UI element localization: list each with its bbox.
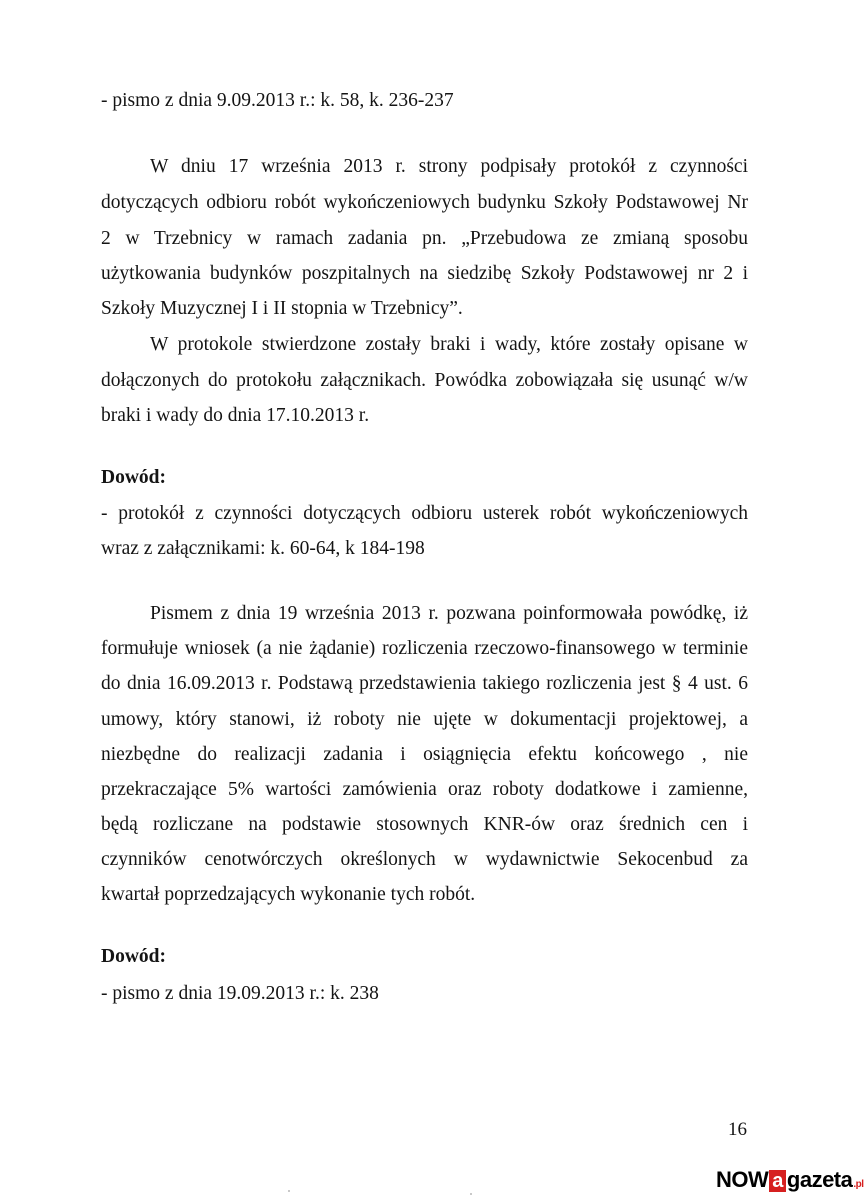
evidence-heading: Dowód: — [101, 946, 167, 967]
paragraph-line: będą rozliczane na podstawie stosownych KNR-ów oraz średnich cen i — [101, 814, 748, 835]
paragraph-line: Pismem z dnia 19 września 2013 r. pozwana poinformowała powódkę, iż — [150, 603, 748, 624]
watermark-now: NOW — [716, 1167, 769, 1192]
paragraph-line: kwartał poprzedzających wykonanie tych robót. — [101, 884, 476, 905]
paragraph-line: braki i wady do dnia 17.10.2013 r. — [101, 405, 370, 426]
scan-speck — [288, 1190, 290, 1192]
watermark-a-box: a — [769, 1170, 786, 1192]
paragraph-line: użytkowania budynków poszpitalnych na siedzibę Szkoły Podstawowej nr 2 i — [101, 263, 748, 284]
paragraph-line: do dnia 16.09.2013 r. Podstawą przedstawienia takiego rozliczenia jest § 4 ust. 6 — [101, 673, 748, 694]
evidence-item-pismo-9-09: - pismo z dnia 9.09.2013 r.: k. 58, k. 236-237 — [101, 90, 454, 111]
evidence-item-protokol: - protokół z czynności dotyczących odbioru usterek robót wykończeniowych — [101, 503, 748, 524]
nowagazeta-watermark-logo — [716, 1167, 864, 1195]
watermark-gazeta: gazeta — [786, 1167, 853, 1192]
evidence-item-pismo-19-09: - pismo z dnia 19.09.2013 r.: k. 238 — [101, 983, 379, 1004]
paragraph-line: W protokole stwierdzone zostały braki i wady, które zostały opisane w — [150, 334, 748, 355]
paragraph-line: umowy, który stanowi, iż roboty nie ujęte w dokumentacji projektowej, a — [101, 709, 748, 730]
paragraph-line: 2 w Trzebnicy w ramach zadania pn. „Przebudowa ze zmianą sposobu — [101, 228, 748, 249]
paragraph-line: niezbędne do realizacji zadania i osiągnięcia efektu końcowego , nie — [101, 744, 748, 765]
paragraph-line: dotyczących odbioru robót wykończeniowych budynku Szkoły Podstawowej Nr — [101, 192, 748, 213]
page-number: 16 — [728, 1119, 747, 1140]
paragraph-line: formułuje wniosek (a nie żądanie) rozliczenia rzeczowo-finansowego w terminie — [101, 638, 748, 659]
paragraph-line: W dniu 17 września 2013 r. strony podpisały protokół z czynności — [150, 156, 748, 177]
evidence-item-protokol-cont: wraz z załącznikami: k. 60-64, k 184-198 — [101, 538, 425, 559]
scan-speck — [470, 1193, 472, 1195]
paragraph-line: czynników cenotwórczych określonych w wydawnictwie Sekocenbud za — [101, 849, 748, 870]
watermark-domain: .pl — [853, 1179, 864, 1190]
paragraph-line: Szkoły Muzycznej I i II stopnia w Trzebnicy”. — [101, 298, 463, 319]
paragraph-line: przekraczające 5% wartości zamówienia oraz roboty dodatkowe i zamienne, — [101, 779, 748, 800]
evidence-heading: Dowód: — [101, 467, 167, 488]
paragraph-line: dołączonych do protokołu załącznikach. Powódka zobowiązała się usunąć w/w — [101, 370, 748, 391]
